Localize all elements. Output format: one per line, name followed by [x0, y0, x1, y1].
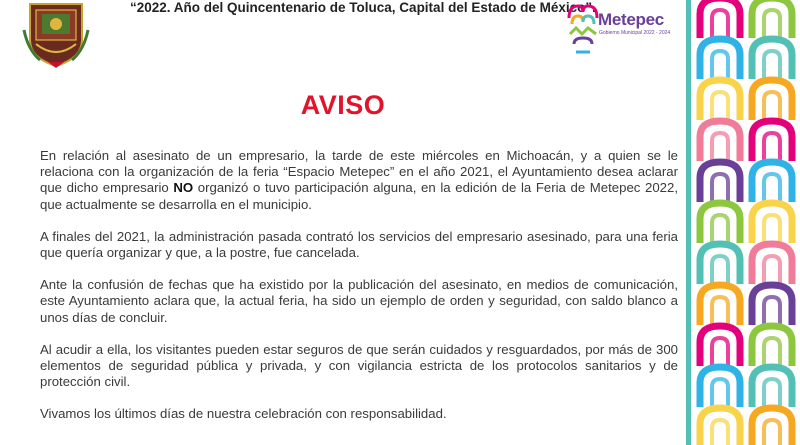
paragraph-1 [40, 148, 678, 213]
brand-subtitle: Gobierno Municipal 2022 - 2024 [599, 30, 671, 36]
notice-title: AVISO [300, 90, 386, 120]
pattern-tile [752, 162, 792, 202]
pattern-tile [700, 285, 740, 325]
pattern-tile [752, 121, 792, 161]
pattern-tile [700, 0, 740, 38]
paragraph-1-emphasis: NO [173, 180, 194, 196]
pattern-tile [752, 80, 792, 120]
coat-of-arms-icon [22, 0, 90, 68]
pattern-tile [752, 39, 792, 79]
paragraph-2: A finales del 2021, la administración pasada contrató los servicios del empresario asesinado, para una feria que quería organizar y que, a la postre, fue cancelada. [40, 228, 678, 261]
pattern-tile [700, 408, 740, 445]
paragraph-5: Vivamos los últimos días de nuestra celebración con responsabilidad. [40, 406, 447, 422]
pattern-tile [752, 203, 792, 243]
brand-name: Metepec [598, 10, 664, 29]
pattern-tile [752, 367, 792, 407]
pattern-tile [700, 203, 740, 243]
pattern-tile [700, 326, 740, 366]
paragraph-4: Al acudir a ella, los visitantes pueden estar seguros de que serán cuidados y resguardados, por más de 300 elementos de seguridad pública y privada, y con vigilancia estricta de los protocolos sanitarios y de protección civil. [40, 341, 678, 390]
pattern-tile [752, 0, 792, 38]
pattern-tile [700, 244, 740, 284]
paragraph-1-start: En relación al asesinato de un empresario, la tarde de este miércoles en Michoacán, y a quien se le relaciona con la organización de la feria “Espacio Metepec” en el año 2021, el Ayuntamiento desea aclarar que dicho empresario [40, 148, 678, 196]
pattern-tile [752, 285, 792, 325]
header-motto: “2022. Año del Quincentenario de Toluca, Capital del Estado de México”. [130, 0, 596, 15]
pattern-tile [700, 121, 740, 161]
metepec-logo [566, 0, 676, 56]
pattern-tile [752, 408, 792, 445]
pattern-tile [752, 244, 792, 284]
pattern-tile [752, 326, 792, 366]
paragraph-3: Ante la confusión de fechas que ha existido por la publicación del asesinato, en medios de comunicación, este Ayuntamiento aclara que, la actual feria, ha sido un ejemplo de orden y seguridad, con saldo blanco a unos días de concluir. [40, 277, 678, 325]
pattern-tile [700, 162, 740, 202]
pattern-tile [700, 39, 740, 79]
pattern-tile [700, 80, 740, 120]
pattern-tile [700, 367, 740, 407]
notice-body [40, 148, 678, 423]
metepec-emblem-icon [566, 0, 600, 56]
paragraph-1-end: organizó o tuvo participación alguna, en la edición de la Feria de Metepec 2022, que actualmente se desarrolla en el municipio. [40, 180, 678, 212]
decorative-pattern [686, 0, 800, 445]
